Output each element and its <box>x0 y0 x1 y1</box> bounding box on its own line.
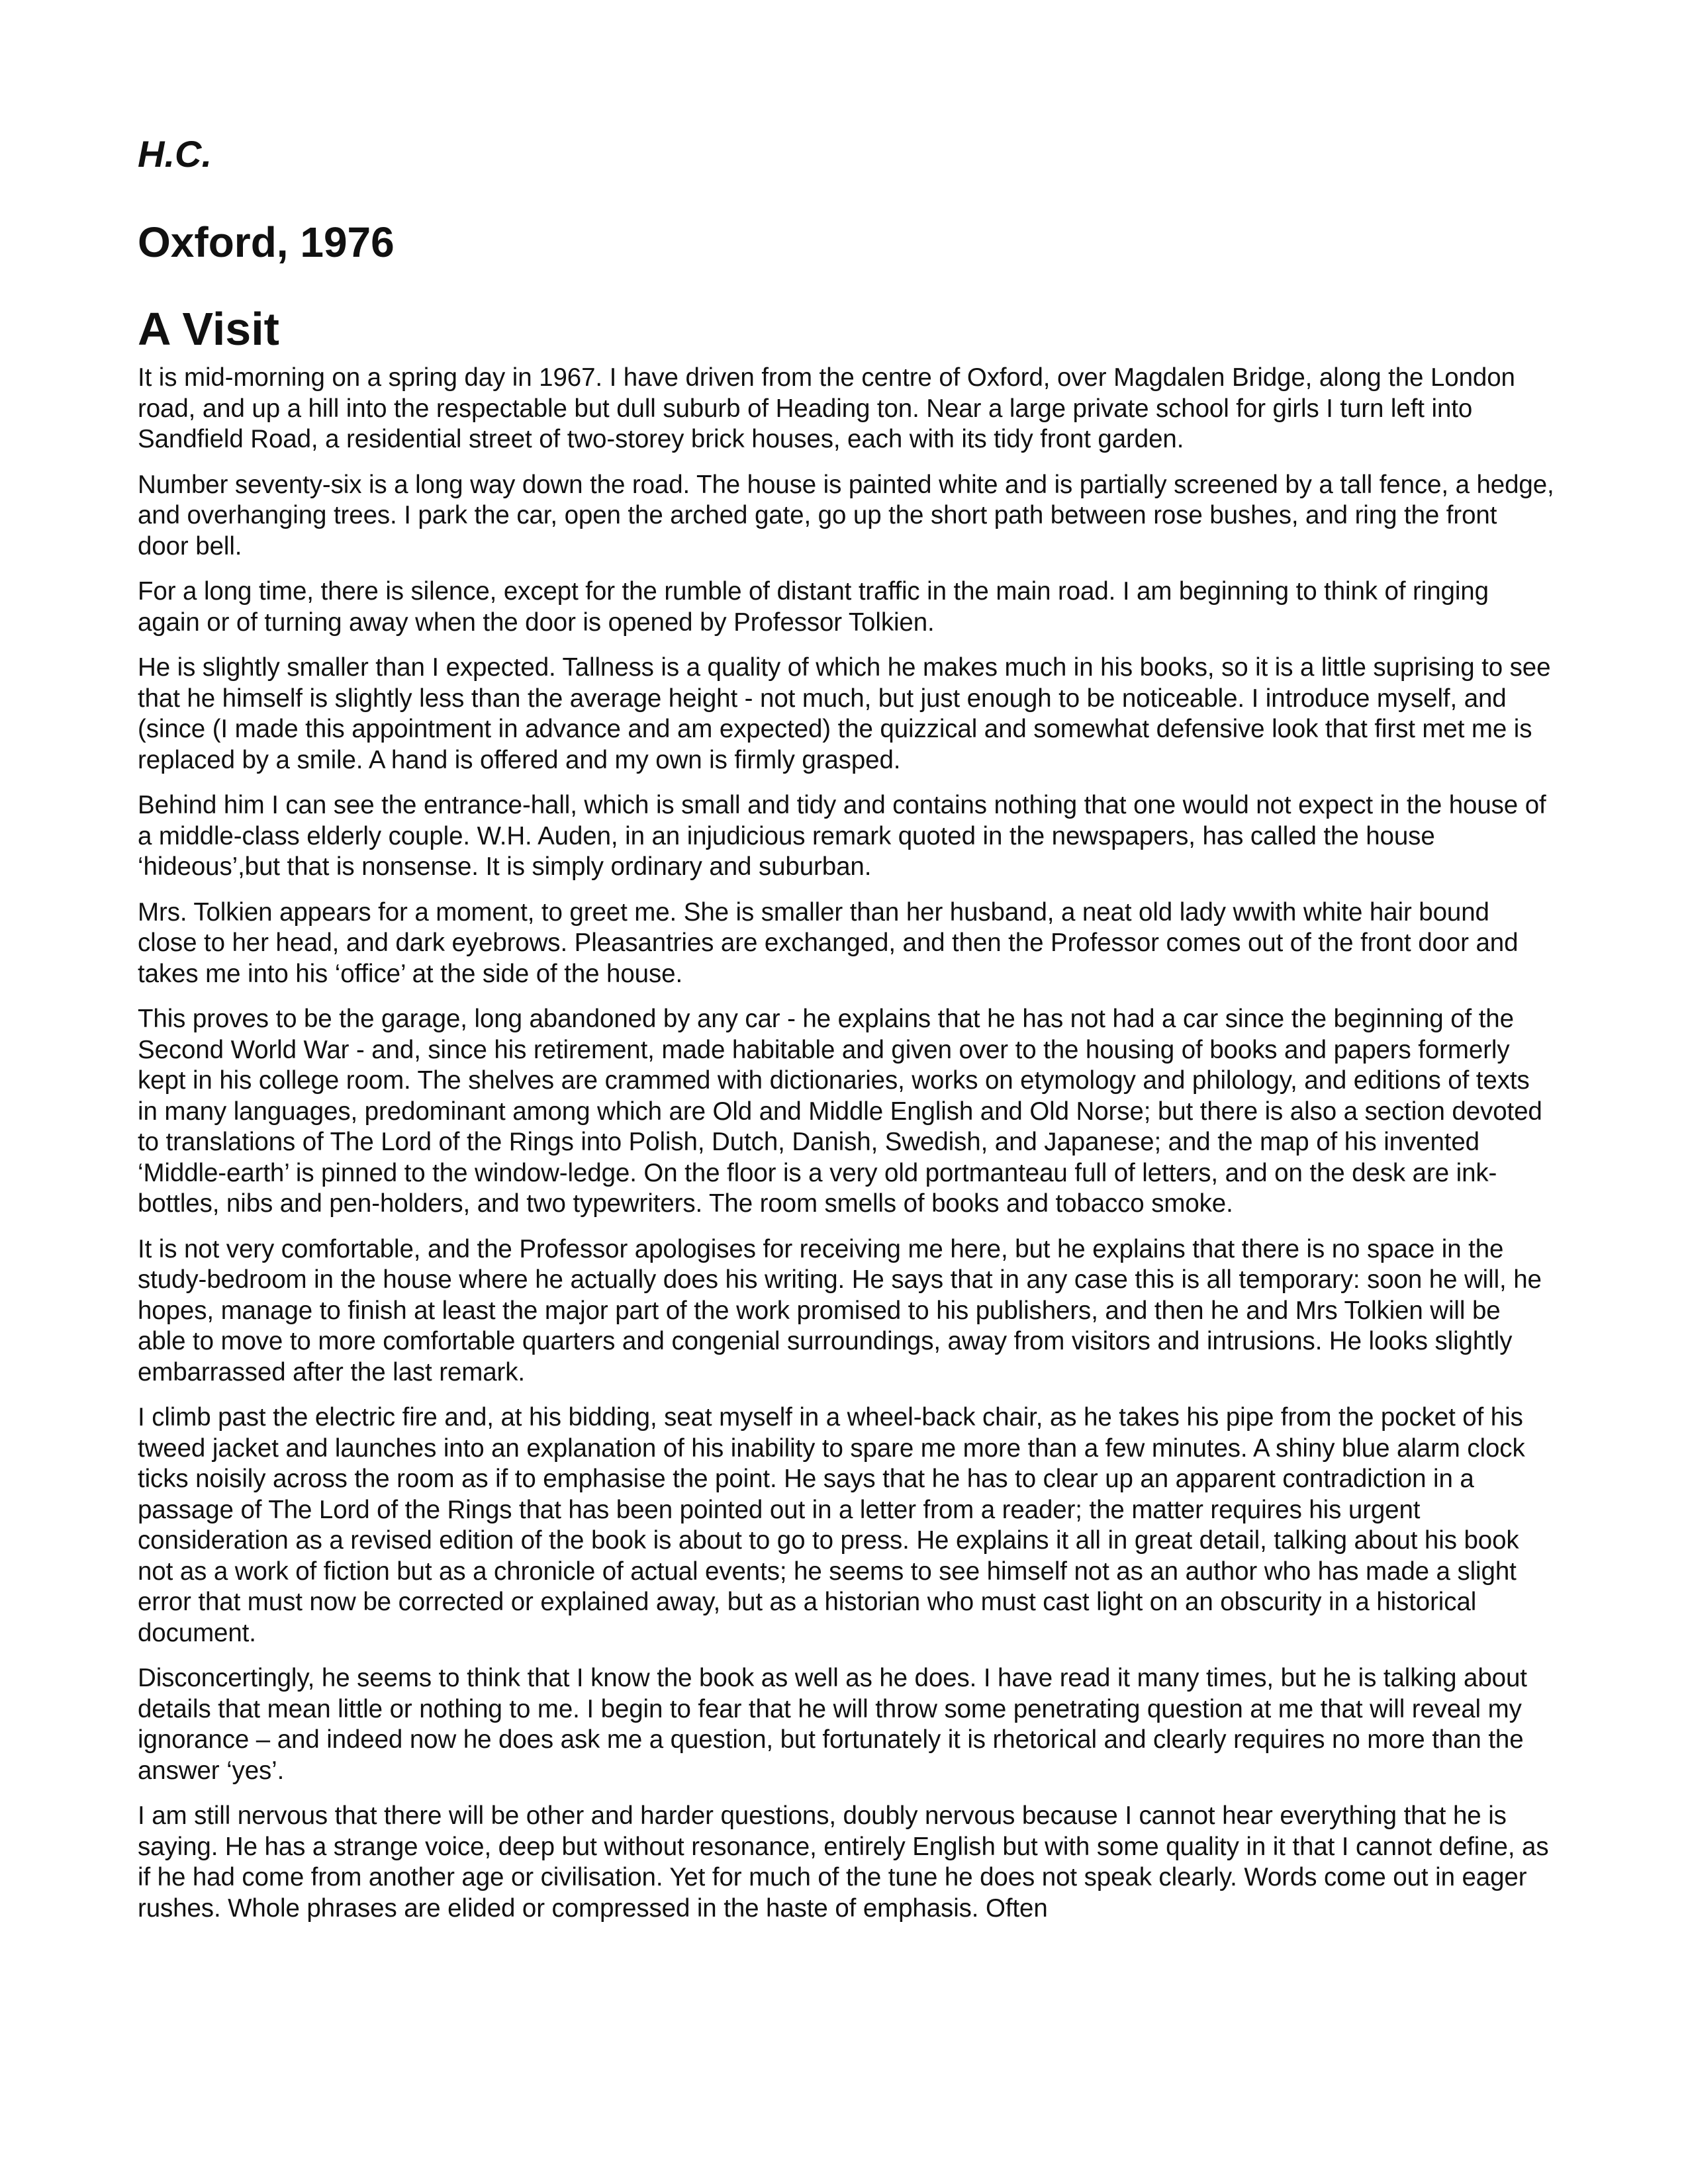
paragraph: Disconcertingly, he seems to think that I know the book as well as he does. I have read it many times, but he is talking about details that mean little or nothing to me. I begin to fear that he will throw some penetrating question at me that will reveal my ignorance – and indeed now he does ask me a question, but fortunately it is rhetorical and clearly requires no more than the answer ‘yes’. <box>138 1664 1527 1785</box>
paragraph: Number seventy-six is a long way down the road. The house is painted white and is partially screened by a tall fence, a hedge, and overhanging trees. I park the car, open the arched gate, go up the short path between rose bushes, and ring the front door bell. <box>138 470 1554 561</box>
paragraph: This proves to be the garage, long abandoned by any car - he explains that he has not had a car since the beginning of the Second World War - and, since his retirement, made habitable and given over to the housing of books and papers formerly kept in his college room. The shelves are crammed with dictionaries, works on etymology and philology, and editions of texts in many languages, predominant among which are Old and Middle English and Old Norse; but there is also a section devoted to translations of The Lord of the Rings into Polish, Dutch, Danish, Swedish, and Japanese; and the map of his invented ‘Middle-earth’ is pinned to the window-ledge. On the floor is a very old portmanteau full of letters, and on the desk are ink-bottles, nibs and pen-holders, and two typewriters. The room smells of books and tobacco smoke. <box>138 1005 1542 1218</box>
paragraph: Behind him I can see the entrance-hall, which is small and tidy and contains nothing that one would not expect in the house of a middle-class elderly couple. W.H. Auden, in an injudicious remark quoted in the newspapers, has called the house ‘hideous’,but that is nonsense. It is simply ordinary and suburban. <box>138 791 1546 881</box>
body-text <box>138 363 1554 1924</box>
section-title: A Visit <box>138 303 279 355</box>
paragraph: For a long time, there is silence, except for the rumble of distant traffic in the main road. I am beginning to think of ringing again or of turning away when the door is opened by Professor Tolkien. <box>138 577 1489 637</box>
paragraph: He is slightly smaller than I expected. Tallness is a quality of which he makes much in his books, so it is a little suprising to see that he himself is slightly less than the average height - not much, but just enough to be noticeable. I introduce myself, and (since (I made this appointment in advance and am expected) the quizzical and somewhat defensive look that first met me is replaced by a smile. A hand is offered and my own is firmly grasped. <box>138 653 1551 774</box>
paragraph: It is mid-morning on a spring day in 1967. I have driven from the centre of Oxford, over Magdalen Bridge, along the London road, and up a hill into the respectable but dull suburb of Heading ton. Near a large private school for girls I turn left into Sandfield Road, a residential street of two-storey brick houses, each with its tidy front garden. <box>138 363 1515 453</box>
paragraph: I climb past the electric fire and, at his bidding, seat myself in a wheel-back chair, as he takes his pipe from the pocket of his tweed jacket and launches into an explanation of his inability to spare me more than a few minutes. A shiny blue alarm clock ticks noisily across the room as if to emphasise the point. He says that he has to clear up an apparent contradiction in a passage of The Lord of the Rings that has been pointed out in a letter from a reader; the matter requires his urgent consideration as a revised edition of the book is about to go to press. He explains it all in great detail, talking about his book not as a work of fiction but as a chronicle of actual events; he seems to see himself not as an author who has made a slight error that must now be corrected or explained away, but as a historian who must cast light on an obscurity in a historical document. <box>138 1403 1525 1647</box>
paragraph: I am still nervous that there will be other and harder questions, doubly nervous because I cannot hear everything that he is saying. He has a strange voice, deep but without resonance, entirely English but with some quality in it that I cannot define, as if he had come from another age or civilisation. Yet for much of the tune he does not speak clearly. Words come out in eager rushes. Whole phrases are elided or compressed in the haste of emphasis. Often <box>138 1801 1549 1923</box>
author-initials: H.C. <box>138 133 212 175</box>
paragraph: It is not very comfortable, and the Professor apologises for receiving me here, but he explains that there is no space in the study-bedroom in the house where he actually does his writing. He says that in any case this is all temporary: soon he will, he hopes, manage to finish at least the major part of the work promised to his publishers, and then he and Mrs Tolkien will be able to move to more comfortable quarters and congenial surroundings, away from visitors and intrusions. He looks slightly embarrassed after the last remark. <box>138 1234 1542 1387</box>
document-page <box>138 132 1554 1938</box>
place-date-heading: Oxford, 1976 <box>138 218 395 266</box>
paragraph: Mrs. Tolkien appears for a moment, to greet me. She is smaller than her husband, a neat old lady wwith white hair bound close to her head, and dark eyebrows. Pleasantries are exchanged, and then the Professor comes out of the front door and takes me into his ‘office’ at the side of the house. <box>138 897 1519 988</box>
